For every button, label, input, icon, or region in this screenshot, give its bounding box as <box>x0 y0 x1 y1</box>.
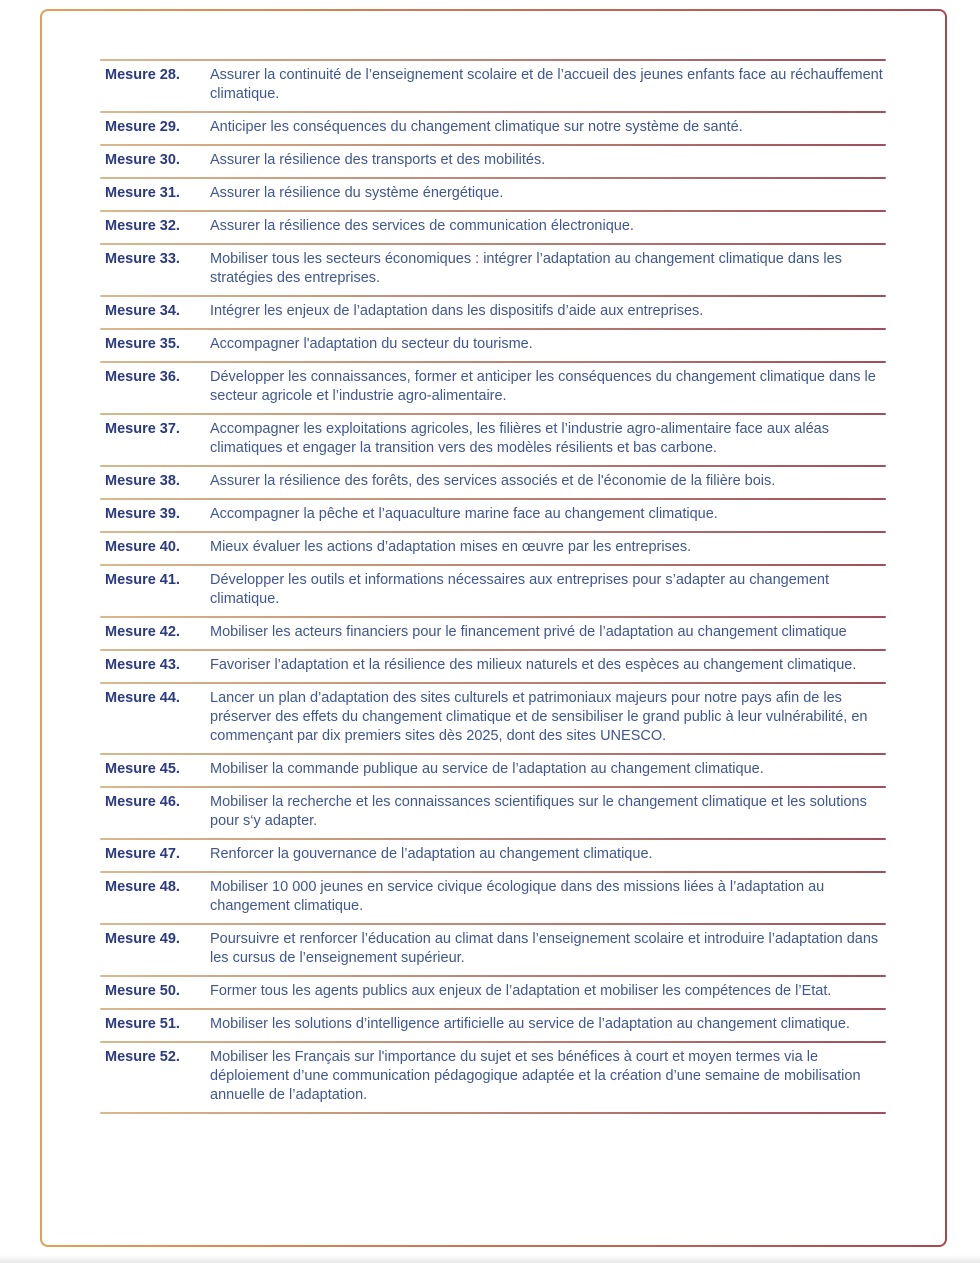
measure-label: Mesure 42. <box>105 624 180 640</box>
measure-row <box>100 566 886 616</box>
measure-row <box>100 755 886 786</box>
measure-description: Assurer la résilience des services de communication électronique. <box>210 218 634 234</box>
measure-row <box>100 533 886 564</box>
measure-description: Mobiliser les solutions d’intelligence artificielle au service de l’adaptation au changement climatique. <box>210 1016 850 1032</box>
measure-label: Mesure 34. <box>105 303 180 319</box>
page-border-frame <box>40 9 947 1247</box>
measure-row <box>100 212 886 243</box>
row-separator <box>100 1112 886 1114</box>
measure-description: Assurer la résilience des transports et des mobilités. <box>210 152 546 168</box>
measure-label: Mesure 38. <box>105 473 180 489</box>
measure-label: Mesure 33. <box>105 251 180 267</box>
measure-description: Assurer la résilience du système énergétique. <box>210 185 504 201</box>
measure-description: Développer les connaissances, former et anticiper les conséquences du changement climatique dans le secteur agricole et l’industrie agro-alimentaire. <box>210 369 876 404</box>
measure-row <box>100 651 886 682</box>
measure-label: Mesure 49. <box>105 931 180 947</box>
measure-label: Mesure 39. <box>105 506 180 522</box>
measure-row <box>100 179 886 210</box>
measure-row <box>100 873 886 923</box>
measure-label: Mesure 44. <box>105 690 180 706</box>
measure-description: Mobiliser 10 000 jeunes en service civique écologique dans des missions liées à l’adaptation au changement climatique. <box>210 879 825 914</box>
measure-row <box>100 840 886 871</box>
measure-row <box>100 61 886 111</box>
measure-label: Mesure 52. <box>105 1049 180 1065</box>
measure-label: Mesure 31. <box>105 185 180 201</box>
measure-label: Mesure 32. <box>105 218 180 234</box>
measure-label: Mesure 50. <box>105 983 180 999</box>
measure-description: Mobiliser tous les secteurs économiques : intégrer l’adaptation au changement climatique dans les stratégies des entreprises. <box>210 251 842 286</box>
measure-description: Intégrer les enjeux de l’adaptation dans les dispositifs d’aide aux entreprises. <box>210 303 704 319</box>
measure-label: Mesure 28. <box>105 67 180 83</box>
measure-description: Mobiliser la recherche et les connaissances scientifiques sur le changement climatique et les solutions pour s‘y adapter. <box>210 794 867 829</box>
measure-label: Mesure 36. <box>105 369 180 385</box>
measure-label: Mesure 37. <box>105 421 180 437</box>
measure-label: Mesure 30. <box>105 152 180 168</box>
measure-description: Développer les outils et informations nécessaires aux entreprises pour s’adapter au changement climatique. <box>210 572 830 607</box>
measure-row <box>100 618 886 649</box>
measure-description: Mobiliser la commande publique au service de l’adaptation au changement climatique. <box>210 761 764 777</box>
measure-description: Mobiliser les acteurs financiers pour le financement privé de l’adaptation au changement climatique <box>210 624 847 640</box>
measure-label: Mesure 43. <box>105 657 180 673</box>
measure-description: Renforcer la gouvernance de l’adaptation au changement climatique. <box>210 846 653 862</box>
measure-description: Mobiliser les Français sur l'importance du sujet et ses bénéfices à court et moyen termes via le déploiement d’une communication pédagogique adaptée et la création d’une semaine de mobilisation annuelle de l’adaptation. <box>210 1049 861 1103</box>
measure-label: Mesure 29. <box>105 119 180 135</box>
measure-label: Mesure 35. <box>105 336 180 352</box>
measure-row <box>100 467 886 498</box>
measure-description: Favoriser l’adaptation et la résilience des milieux naturels et des espèces au changement climatique. <box>210 657 857 673</box>
measure-row <box>100 925 886 975</box>
measure-row <box>100 415 886 465</box>
measure-description: Accompagner les exploitations agricoles, les filières et l’industrie agro-alimentaire face aux aléas climatiques et engager la transition vers des modèles résilients et bas carbone. <box>210 421 829 456</box>
measure-label: Mesure 45. <box>105 761 180 777</box>
page-content-area <box>42 11 945 1245</box>
measure-label: Mesure 48. <box>105 879 180 895</box>
measure-row <box>100 1043 886 1112</box>
measure-description: Accompagner l'adaptation du secteur du tourisme. <box>210 336 533 352</box>
measure-description: Lancer un plan d’adaptation des sites culturels et patrimoniaux majeurs pour notre pays afin de les préserver des effets du changement climatique et de sensibiliser le grand public à leur vulnérabilité, en commençant par dix premiers sites dès 2025, dont des sites UNESCO. <box>210 690 868 744</box>
measure-description: Mieux évaluer les actions d’adaptation mises en œuvre par les entreprises. <box>210 539 692 555</box>
measure-label: Mesure 41. <box>105 572 180 588</box>
measure-row <box>100 363 886 413</box>
measure-description: Former tous les agents publics aux enjeux de l’adaptation et mobiliser les compétences de l’Etat. <box>210 983 832 999</box>
measure-label: Mesure 51. <box>105 1016 180 1032</box>
measure-label: Mesure 40. <box>105 539 180 555</box>
measures-table <box>100 59 886 1114</box>
measure-row <box>100 330 886 361</box>
measure-row <box>100 1010 886 1041</box>
measure-row <box>100 500 886 531</box>
measure-row <box>100 788 886 838</box>
measure-description: Assurer la continuité de l’enseignement scolaire et de l’accueil des jeunes enfants face au réchauffement climatique. <box>210 67 883 102</box>
measure-label: Mesure 47. <box>105 846 180 862</box>
measure-row <box>100 684 886 753</box>
measure-description: Assurer la résilience des forêts, des services associés et de l'économie de la filière bois. <box>210 473 776 489</box>
measure-description: Poursuivre et renforcer l’éducation au climat dans l’enseignement scolaire et introduire l’adaptation dans les cursus de l’enseignement supérieur. <box>210 931 879 966</box>
measure-description: Anticiper les conséquences du changement climatique sur notre système de santé. <box>210 119 743 135</box>
measure-row <box>100 245 886 295</box>
page-bottom-shadow <box>0 1255 980 1263</box>
measure-label: Mesure 46. <box>105 794 180 810</box>
measure-row <box>100 146 886 177</box>
measure-row <box>100 977 886 1008</box>
measure-row <box>100 113 886 144</box>
measure-description: Accompagner la pêche et l’aquaculture marine face au changement climatique. <box>210 506 718 522</box>
measure-row <box>100 297 886 328</box>
